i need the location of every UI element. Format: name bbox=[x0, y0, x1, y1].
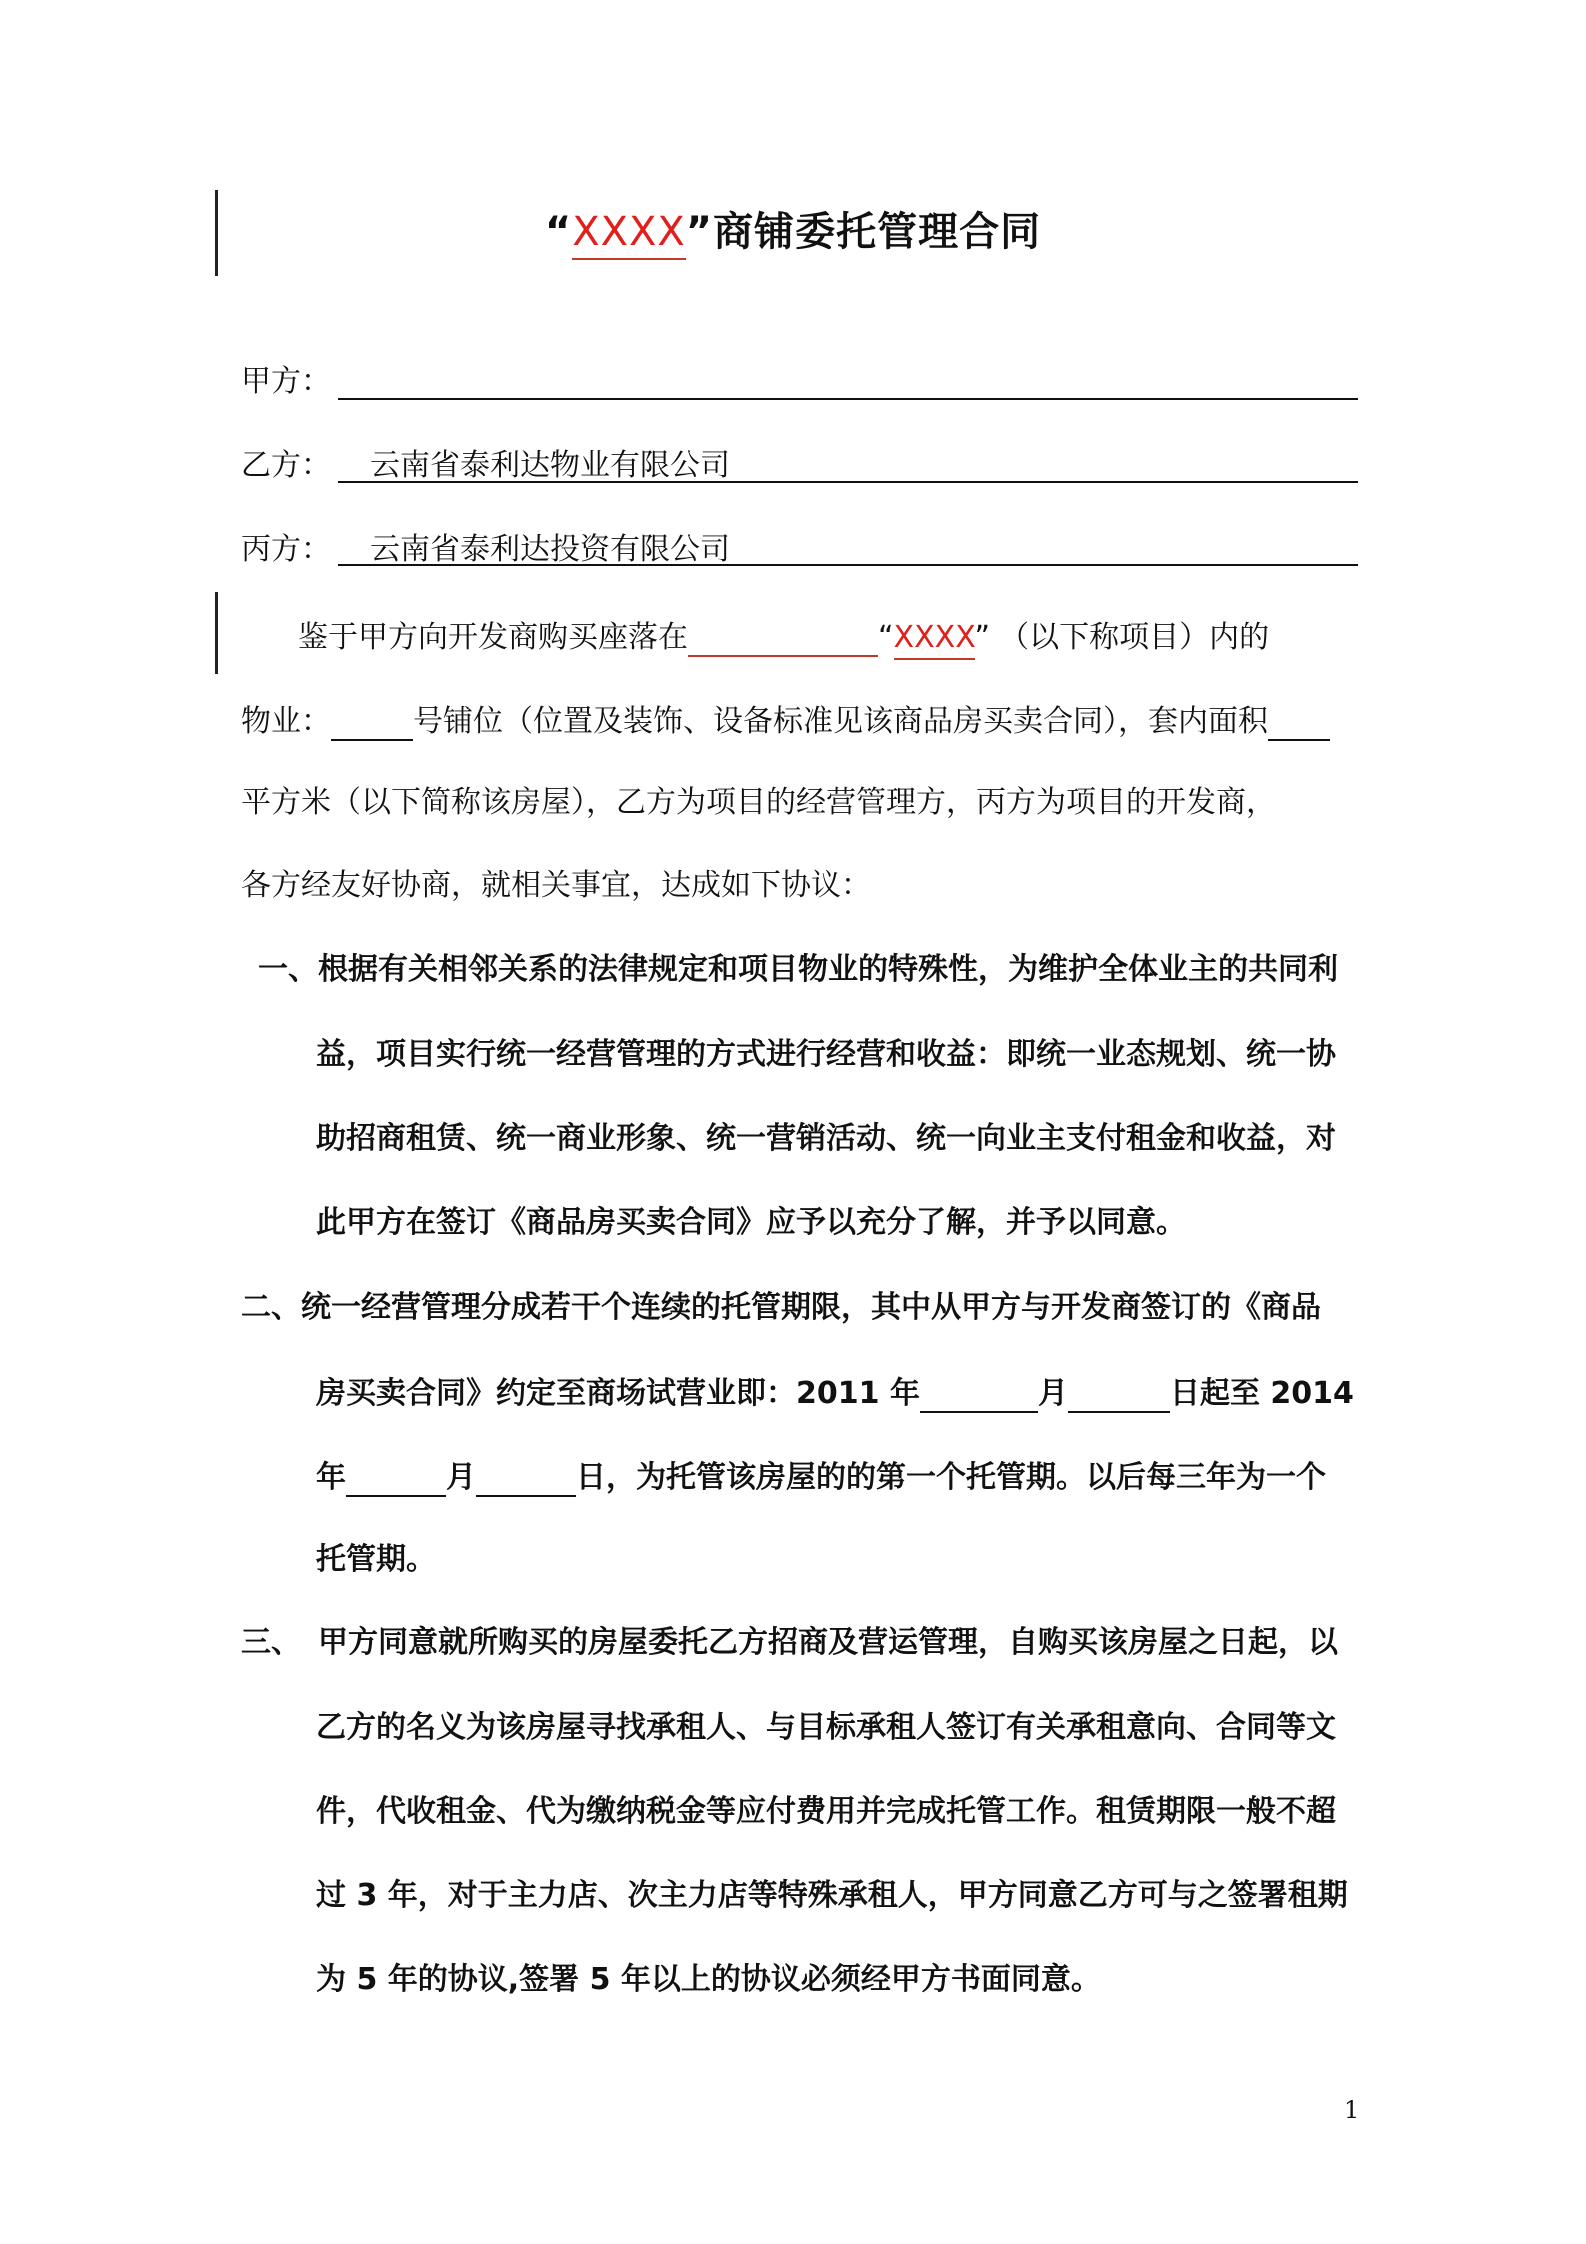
clause-2-line-4: 托管期。 bbox=[316, 1542, 436, 1577]
clause-2-text-3a: 年 bbox=[316, 1460, 346, 1495]
clause-2-text-3c: 日，为托管该房屋的的第一个托管期。以后每三年为一个 bbox=[576, 1460, 1326, 1495]
clause-2-text-2c: 日起至 2014 bbox=[1169, 1376, 1354, 1411]
location-blank bbox=[688, 620, 878, 657]
intro-quote-open: “ bbox=[878, 620, 894, 655]
party-a-line bbox=[338, 398, 1358, 400]
intro-line-3: 平方米（以下简称该房屋），乙方为项目的经营管理方，丙方为项目的开发商， bbox=[241, 785, 1276, 820]
party-c-label: 丙方： bbox=[241, 532, 331, 567]
area-blank bbox=[1268, 704, 1330, 741]
party-b-label: 乙方： bbox=[241, 448, 331, 483]
page-number: 1 bbox=[1344, 2096, 1360, 2124]
title-placeholder: XXXX bbox=[572, 209, 686, 260]
party-b-value: 云南省泰利达物业有限公司 bbox=[370, 448, 730, 483]
clause-1-line-1: 一、根据有关相邻关系的法律规定和项目物业的特殊性，为维护全体业主的共同利 bbox=[258, 952, 1338, 987]
intro-line-1 bbox=[298, 612, 1269, 657]
title-open-quote: “ bbox=[544, 209, 573, 255]
clause-2-line-3 bbox=[316, 1452, 1326, 1497]
intro-text-2b: 号铺位（位置及装饰、设备标准见该商品房买卖合同），套内面积 bbox=[413, 704, 1268, 739]
clause-3-line-3: 件，代收租金、代为缴纳税金等应付费用并完成托管工作。租赁期限一般不超 bbox=[316, 1794, 1336, 1829]
clause-1-line-3: 助招商租赁、统一商业形象、统一营销活动、统一向业主支付租金和收益，对 bbox=[316, 1121, 1336, 1156]
clause-3-line-5: 为 5 年的协议,签署 5 年以上的协议必须经甲方书面同意。 bbox=[316, 1962, 1101, 1997]
intro-line-4: 各方经友好协商，就相关事宜，达成如下协议： bbox=[241, 868, 871, 903]
intro-text-2a: 物业： bbox=[241, 704, 331, 739]
intro-text-1a: 鉴于甲方向开发商购买座落在 bbox=[298, 620, 688, 655]
party-c-value: 云南省泰利达投资有限公司 bbox=[370, 532, 730, 567]
party-a-label: 甲方： bbox=[241, 364, 331, 399]
clause-2-text-2b: 月 bbox=[1037, 1376, 1068, 1411]
intro-line-2 bbox=[241, 696, 1330, 741]
start-day-blank bbox=[1068, 1376, 1170, 1413]
title-text: 商铺委托管理合同 bbox=[713, 209, 1042, 255]
clause-3-number: 三、 bbox=[241, 1625, 301, 1660]
end-day-blank bbox=[476, 1460, 576, 1497]
clause-3-line-2: 乙方的名义为该房屋寻找承租人、与目标承租人签订有关承租意向、合同等文 bbox=[316, 1710, 1336, 1745]
clause-2-text-3b: 月 bbox=[446, 1460, 476, 1495]
start-month-blank bbox=[920, 1376, 1038, 1413]
clause-2-text-2a: 房买卖合同》约定至商场试营业即：2011 年 bbox=[316, 1376, 920, 1411]
clause-1-line-2: 益，项目实行统一经营管理的方式进行经营和收益：即统一业态规划、统一协 bbox=[316, 1037, 1336, 1072]
intro-quote-close: ” bbox=[974, 620, 991, 655]
intro-text-1b: （以下称项目）内的 bbox=[1014, 620, 1270, 655]
clause-3-line-4: 过 3 年，对于主力店、次主力店等特殊承租人，甲方同意乙方可与之签署租期 bbox=[316, 1878, 1348, 1913]
page-title bbox=[0, 200, 1586, 257]
end-month-blank bbox=[346, 1460, 446, 1497]
clause-2-line-1: 二、统一经营管理分成若干个连续的托管期限，其中从甲方与开发商签订的《商品 bbox=[241, 1290, 1321, 1325]
project-placeholder: XXXX bbox=[894, 620, 975, 660]
title-close-quote: ” bbox=[685, 209, 714, 255]
revision-bar-intro bbox=[215, 592, 218, 674]
unit-number-blank bbox=[331, 704, 413, 741]
clause-3-line-1: 甲方同意就所购买的房屋委托乙方招商及营运管理，自购买该房屋之日起，以 bbox=[318, 1625, 1338, 1660]
clause-1-line-4: 此甲方在签订《商品房买卖合同》应予以充分了解，并予以同意。 bbox=[316, 1205, 1186, 1240]
clause-2-line-2 bbox=[316, 1368, 1354, 1413]
